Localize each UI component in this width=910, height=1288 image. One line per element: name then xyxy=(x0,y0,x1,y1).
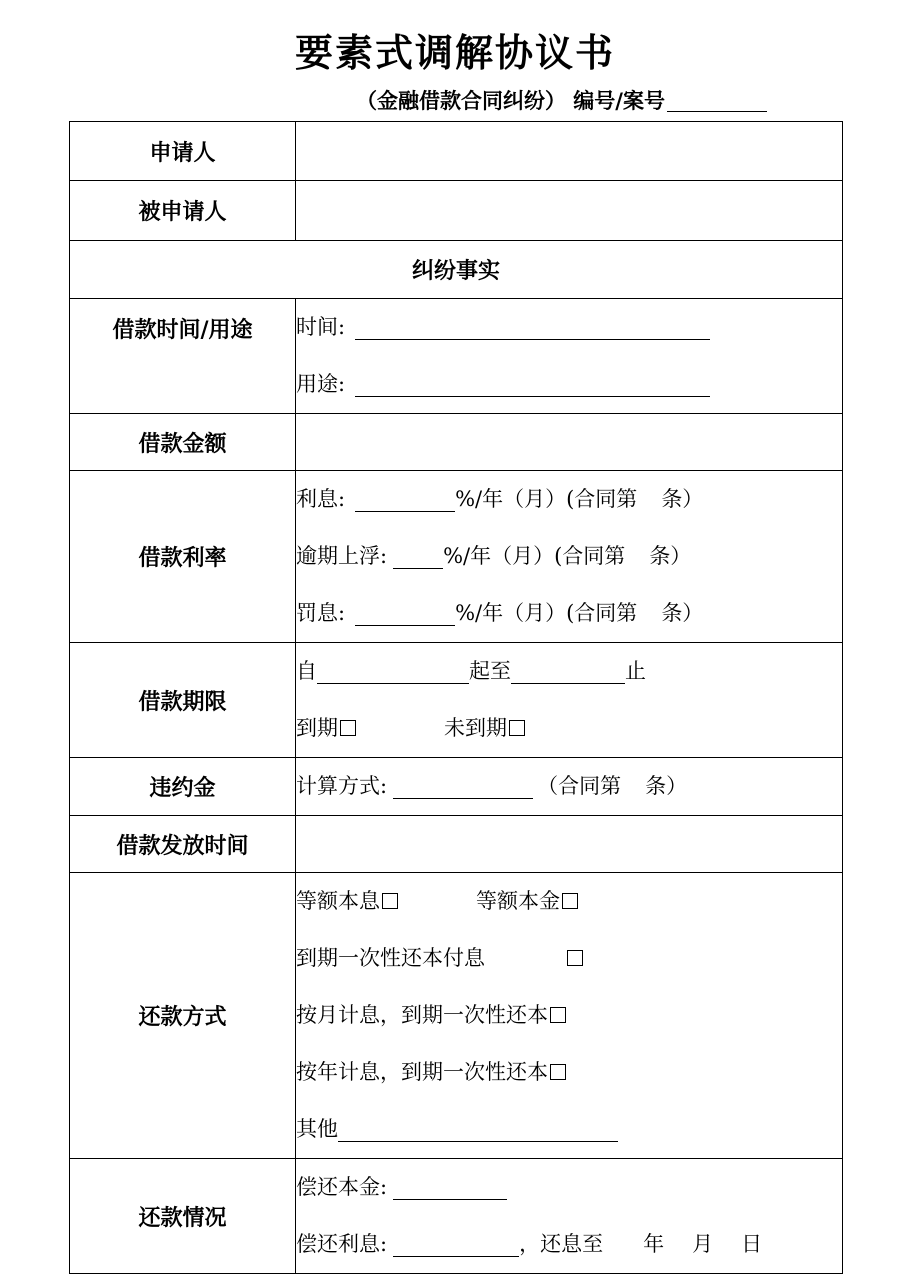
table-row xyxy=(70,643,843,758)
other-label: 其他 xyxy=(296,1117,338,1141)
interest-rate-field[interactable] xyxy=(355,489,455,512)
loan-time-field[interactable] xyxy=(355,317,710,340)
rate-label: 借款利率 xyxy=(70,471,296,643)
equal-p-label: 等额本金 xyxy=(476,889,560,913)
rate-cell xyxy=(296,471,843,643)
interest-paid-label: 偿还利息: xyxy=(296,1232,388,1256)
penalty-clause-close: 条） xyxy=(645,774,688,798)
method-label: 计算方式: xyxy=(296,774,388,798)
loan-amount-field[interactable] xyxy=(296,414,843,471)
table-row xyxy=(70,414,843,471)
loan-amount-label: 借款金额 xyxy=(70,414,296,471)
yearly-checkbox[interactable] xyxy=(550,1064,566,1080)
method-field[interactable] xyxy=(393,776,533,799)
loan-time-use-cell xyxy=(296,299,843,414)
principal-label: 偿还本金: xyxy=(296,1175,388,1199)
use-label: 用途: xyxy=(296,372,346,396)
table-row xyxy=(70,873,843,1159)
repay-status-label: 还款情况 xyxy=(70,1159,296,1274)
due-checkbox[interactable] xyxy=(340,720,356,736)
form-table xyxy=(69,121,843,1274)
until-label: ，还息至 xyxy=(519,1232,604,1256)
disburse-label: 借款发放时间 xyxy=(70,816,296,873)
overdue-rate-field[interactable] xyxy=(393,546,443,569)
term-label: 借款期限 xyxy=(70,643,296,758)
disburse-field[interactable] xyxy=(296,816,843,873)
term-from: 自 xyxy=(296,659,317,683)
due-label: 到期 xyxy=(296,716,338,740)
principal-field[interactable] xyxy=(393,1177,507,1200)
rate-clause: 条） xyxy=(661,487,704,511)
applicant-label: 申请人 xyxy=(70,122,296,181)
table-row xyxy=(70,122,843,181)
time-label: 时间: xyxy=(296,315,346,339)
equal-pi-label: 等额本息 xyxy=(296,889,380,913)
table-row xyxy=(70,299,843,414)
loan-time-use-label: 借款时间/用途 xyxy=(70,299,296,414)
monthly-checkbox[interactable] xyxy=(550,1007,566,1023)
respondent-label: 被申请人 xyxy=(70,181,296,241)
interest-label: 利息: xyxy=(296,487,346,511)
rate-unit: %/年（月）(合同第 xyxy=(443,544,626,568)
table-row xyxy=(70,1159,843,1274)
subtitle-text: （金融借款合同纠纷） 编号/案号 xyxy=(356,88,665,113)
term-end-field[interactable] xyxy=(511,661,625,684)
not-due-checkbox[interactable] xyxy=(509,720,525,736)
section-heading: 纠纷事实 xyxy=(70,241,843,299)
case-number-field[interactable] xyxy=(667,89,767,112)
loan-use-field[interactable] xyxy=(355,374,710,397)
yearly-label: 按年计息，到期一次性还本 xyxy=(296,1060,548,1084)
rate-clause: 条） xyxy=(661,601,704,625)
penalty-rate-field[interactable] xyxy=(355,603,455,626)
term-cell xyxy=(296,643,843,758)
equal-p-checkbox[interactable] xyxy=(562,893,578,909)
table-row xyxy=(70,181,843,241)
repay-method-cell xyxy=(296,873,843,1159)
lump-label: 到期一次性还本付息 xyxy=(296,946,485,970)
table-row xyxy=(70,241,843,299)
table-row xyxy=(70,816,843,873)
monthly-label: 按月计息，到期一次性还本 xyxy=(296,1003,548,1027)
respondent-field[interactable] xyxy=(296,181,843,241)
year-label: 年 xyxy=(643,1232,665,1256)
interest-paid-field[interactable] xyxy=(393,1234,519,1257)
overdue-label: 逾期上浮: xyxy=(296,544,388,568)
table-row xyxy=(70,758,843,816)
applicant-field[interactable] xyxy=(296,122,843,181)
repay-status-cell xyxy=(296,1159,843,1274)
rate-unit: %/年（月）(合同第 xyxy=(455,601,638,625)
table-row xyxy=(70,471,843,643)
month-label: 月 xyxy=(692,1232,714,1256)
lump-checkbox[interactable] xyxy=(567,950,583,966)
rate-clause: 条） xyxy=(649,544,692,568)
equal-pi-checkbox[interactable] xyxy=(382,893,398,909)
not-due-label: 未到期 xyxy=(444,716,507,740)
rate-unit: %/年（月）(合同第 xyxy=(455,487,638,511)
penalty-fee-cell xyxy=(296,758,843,816)
other-field[interactable] xyxy=(338,1119,618,1142)
subtitle xyxy=(356,86,767,116)
penalty-fee-label: 违约金 xyxy=(70,758,296,816)
term-to: 起至 xyxy=(469,659,511,683)
repay-method-label: 还款方式 xyxy=(70,873,296,1159)
day-label: 日 xyxy=(741,1232,763,1256)
page-title: 要素式调解协议书 xyxy=(294,30,615,75)
term-end: 止 xyxy=(625,659,646,683)
penalty-label: 罚息: xyxy=(296,601,346,625)
term-start-field[interactable] xyxy=(317,661,469,684)
penalty-clause-open: （合同第 xyxy=(537,774,622,798)
